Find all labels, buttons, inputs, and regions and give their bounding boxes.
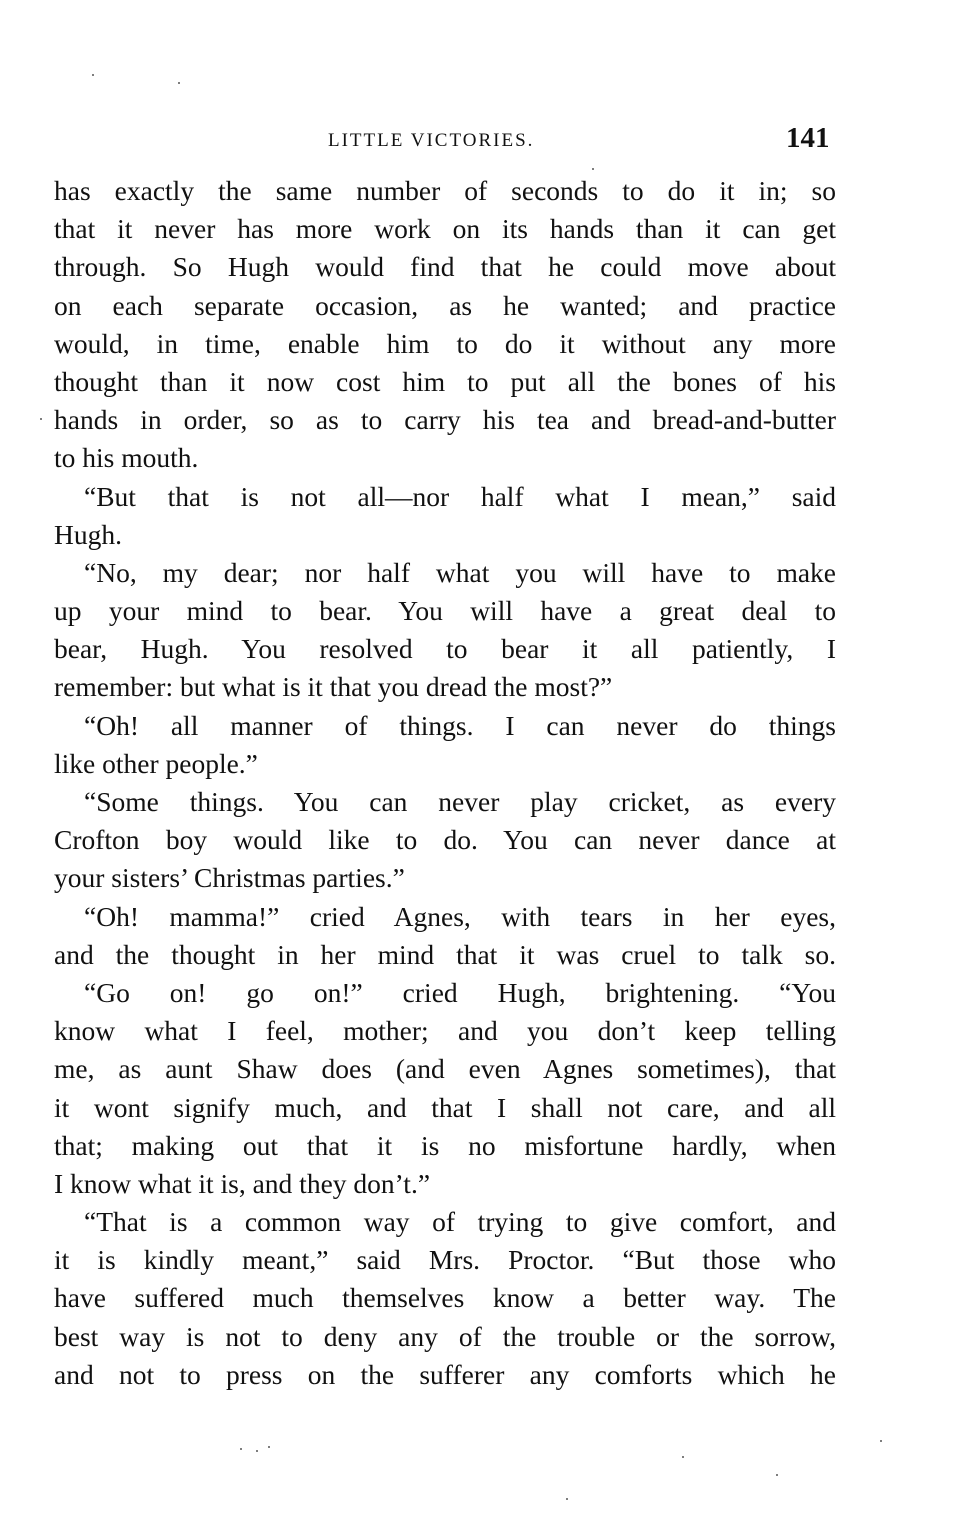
text-line: “That is a common way of trying to give comfort, and — [84, 1206, 836, 1238]
text-line: it wont signify much, and that I shall not care, and all — [54, 1091, 836, 1123]
scan-speck — [92, 74, 94, 76]
text-line: has exactly the same number of seconds to do it in; so — [54, 175, 836, 206]
text-line: Hugh. — [54, 518, 122, 550]
text-line: that; making out that it is no misfortune hardly, when — [54, 1129, 836, 1161]
text-line: on each separate occasion, as he wanted; and practice — [54, 289, 836, 321]
text-line: bear, Hugh. You resolved to bear it all patiently, I — [54, 633, 836, 665]
text-line: “No, my dear; nor half what you will have to make — [84, 556, 836, 588]
scan-speck — [776, 1474, 778, 1476]
text-line: best way is not to deny any of the trouble or the sorrow, — [54, 1320, 836, 1352]
text-line: “Some things. You can never play cricket, as every — [84, 786, 836, 817]
scan-speck — [268, 1446, 270, 1448]
text-line: “But that is not all—nor half what I mean,” said — [84, 480, 836, 512]
scan-speck — [240, 1448, 242, 1450]
scan-speck — [682, 1456, 684, 1458]
text-line: and not to press on the sufferer any comforts which he — [54, 1358, 836, 1390]
text-line: would, in time, enable him to do it without any more — [54, 327, 836, 359]
text-line: and the thought in her mind that it was cruel to talk so. — [54, 938, 836, 970]
page-number: 141 — [786, 122, 830, 154]
scan-speck — [178, 82, 180, 84]
text-line: through. So Hugh would find that he could move about — [54, 251, 836, 283]
scan-speck — [566, 1498, 568, 1500]
text-line: “Go on! go on!” cried Hugh, brightening. “You — [84, 976, 836, 1008]
text-line: thought than it now cost him to put all the bones of his — [54, 365, 836, 397]
text-line: Crofton boy would like to do. You can never dance at — [54, 824, 836, 856]
text-line: like other people.” — [54, 747, 258, 779]
text-line: “Oh! mamma!” cried Agnes, with tears in her eyes, — [84, 900, 836, 932]
scan-speck — [880, 1440, 882, 1442]
text-line: that it never has more work on its hands than it can get — [54, 213, 836, 245]
text-line: I know what it is, and they don’t.” — [54, 1167, 431, 1199]
text-line: me, as aunt Shaw does (and even Agnes sometimes), that — [54, 1053, 836, 1085]
text-line: your sisters’ Christmas parties.” — [54, 862, 405, 894]
text-line: up your mind to bear. You will have a great deal to — [54, 595, 836, 627]
running-header — [0, 118, 953, 158]
text-line: to his mouth. — [54, 442, 199, 474]
scan-speck — [40, 418, 42, 420]
text-line: have suffered much themselves know a better way. The — [54, 1282, 836, 1314]
text-line: “Oh! all manner of things. I can never do things — [84, 709, 836, 741]
running-title: LITTLE VICTORIES. — [328, 130, 535, 151]
scan-speck — [592, 168, 594, 170]
text-line: know what I feel, mother; and you don’t keep telling — [54, 1015, 836, 1047]
body-text — [54, 172, 836, 1394]
text-line: it is kindly meant,” said Mrs. Proctor. “But those who — [54, 1244, 836, 1276]
text-line: remember: but what is it that you dread the most?” — [54, 671, 613, 703]
text-line: hands in order, so as to carry his tea and bread-and-butter — [54, 404, 836, 436]
scan-speck — [256, 1450, 258, 1452]
